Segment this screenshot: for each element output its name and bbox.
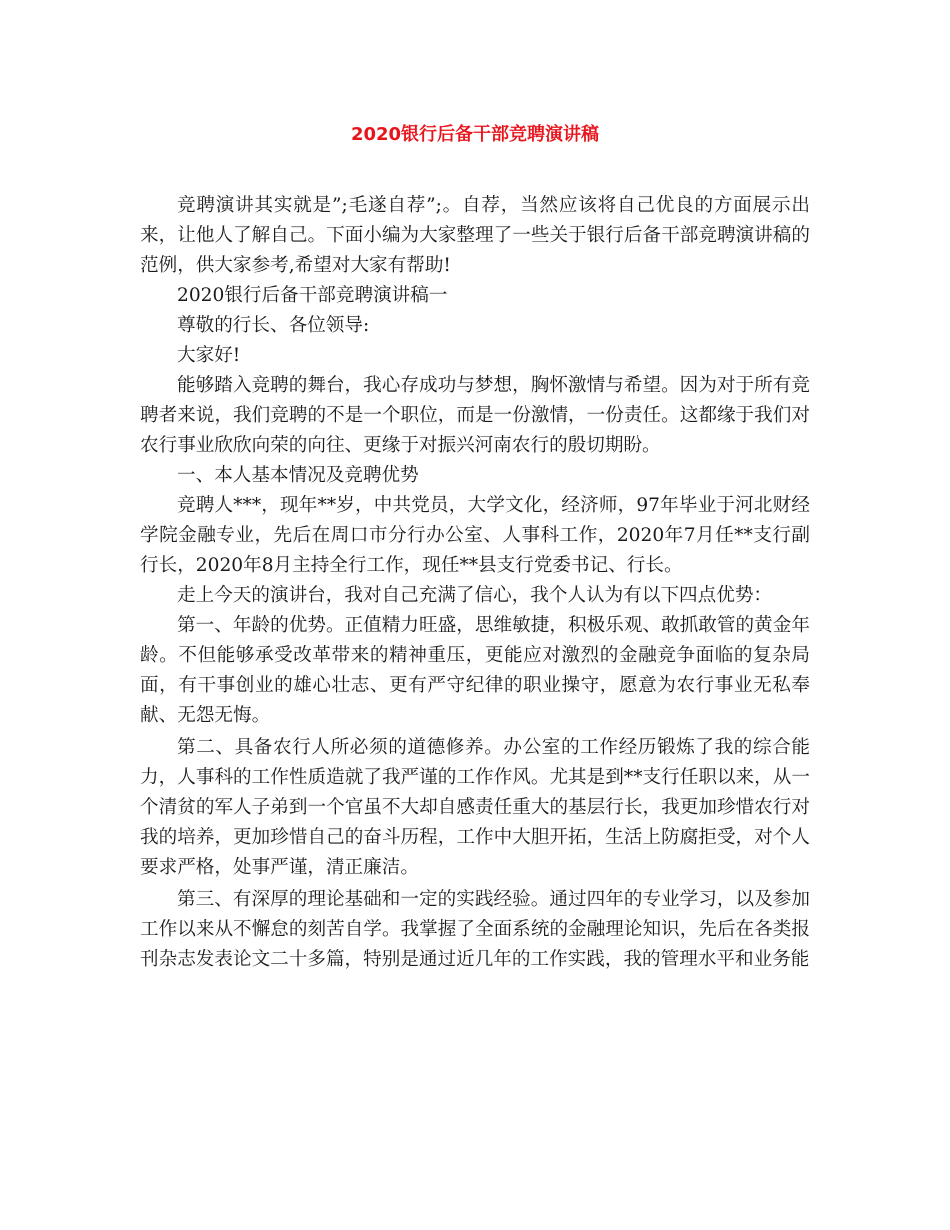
body-paragraph: 走上今天的演讲台，我对自己充满了信心，我个人认为有以下四点优势： (177, 585, 773, 606)
section-heading: 2020银行后备干部竞聘演讲稿一 (177, 285, 448, 306)
body-paragraph: 第三、有深厚的理论基础和一定的实践经验。通过四年的专业学习，以及参加工作以来从不懈怠的刻苦自学。我掌握了全面系统的金融理论知识，先后在各类报刊杂志发表论文二十多篇，特别是通过近几年的工作实践，我的管理水平和业务能 (140, 889, 810, 970)
subheading: 一、本人基本情况及竞聘优势 (177, 465, 419, 486)
document-body (140, 191, 810, 975)
body-paragraph: 竞聘人***，现年**岁，中共党员，大学文化，经济师，97年毕业于河北财经学院金融专业，先后在周口市分行办公室、人事科工作，2020年7月任**支行副行长，2020年8月主持全行工作，现任**县支行党委书记、行长。 (140, 495, 810, 576)
body-paragraph: 第二、具备农行人所必须的道德修养。办公室的工作经历锻炼了我的综合能力，人事科的工作性质造就了我严谨的工作作风。尤其是到**支行任职以来，从一个清贫的军人子弟到一个官虽不大却自感责任重大的基层行长，我更加珍惜农行对我的培养，更加珍惜自己的奋斗历程，工作中大胆开拓，生活上防腐拒受，对个人要求严格，处事严谨，清正廉洁。 (140, 737, 810, 878)
body-paragraph: 第一、年龄的优势。正值精力旺盛，思维敏捷，积极乐观、敢抓敢管的黄金年龄。不但能够承受改革带来的精神重压，更能应对激烈的金融竞争面临的复杂局面，有干事创业的雄心壮志、更有严守纪律的职业操守，愿意为农行事业无私奉献、无怨无悔。 (140, 615, 810, 726)
salutation: 尊敬的行长、各位领导: (177, 315, 370, 336)
greeting: 大家好! (177, 345, 241, 366)
intro-paragraph: 竞聘演讲其实就是”;毛遂自荐”;。自荐，当然应该将自己优良的方面展示出来，让他人了解自己。下面小编为大家整理了一些关于银行后备干部竞聘演讲稿的范例，供大家参考,希望对大家有帮助! (140, 195, 810, 276)
document-title: 2020银行后备干部竞聘演讲稿 (350, 124, 600, 145)
body-paragraph: 能够踏入竞聘的舞台，我心存成功与梦想，胸怀激情与希望。因为对于所有竞聘者来说，我们竞聘的不是一个职位，而是一份激情，一份责任。这都缘于我们对农行事业欣欣向荣的向往、更缘于对振兴河南农行的殷切期盼。 (140, 375, 810, 456)
